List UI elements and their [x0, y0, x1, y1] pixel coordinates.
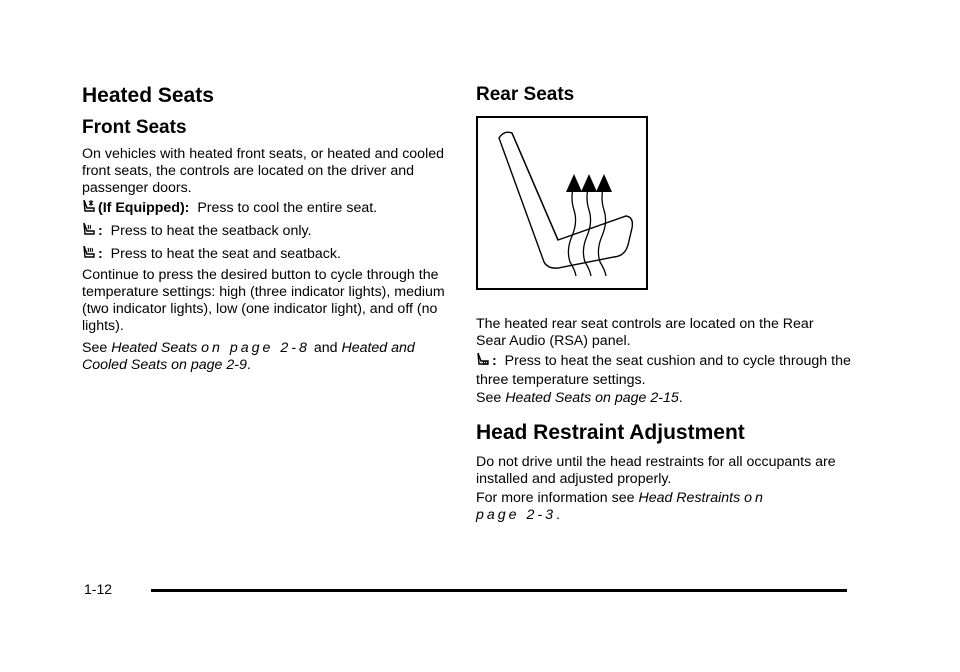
page-number: 1-12 — [84, 581, 113, 597]
heated-seat-text: Press to heat the seat and seatback. — [110, 246, 341, 262]
head-restraint-warning: Do not drive until the head restraints for all occupants are installed and adjusted properly. — [476, 454, 836, 487]
ref-heated-seats-page[interactable]: on page 2-8 — [201, 340, 310, 356]
section-title-heated-seats: Heated Seats — [82, 84, 214, 107]
heated-seatback-item — [82, 222, 311, 242]
front-seats-intro: On vehicles with heated front seats, or heated and cooled front seats, the controls are located on the driver and passenger doors. — [82, 146, 445, 196]
cooled-seat-label: (If Equipped): — [98, 200, 190, 216]
see-and: and — [313, 340, 338, 356]
rear-see-end: . — [678, 390, 683, 406]
ref-head-restraints[interactable]: Head Restraints — [638, 490, 741, 506]
heated-seat-item — [82, 245, 341, 265]
rear-heated-cushion-icon — [476, 352, 490, 372]
ref-head-restraints-page[interactable]: on page 2-3 — [476, 490, 766, 523]
more-end: . — [556, 507, 560, 523]
rear-heated-seat-figure — [476, 116, 648, 290]
section-title-rear-seats: Rear Seats — [476, 84, 575, 105]
section-title-head-restraint: Head Restraint Adjustment — [476, 421, 745, 444]
subsection-title-front-seats: Front Seats — [82, 117, 187, 138]
ref-heated-seats[interactable]: Heated Seats — [111, 340, 198, 356]
see-prefix: See — [82, 340, 108, 356]
footer-rule — [151, 589, 847, 592]
rear-see-prefix: See — [476, 390, 502, 406]
ref-heated-cooled-seats[interactable]: Heated and Cooled Seats on page 2-9 — [82, 340, 415, 373]
heated-seat-label: : — [98, 246, 103, 262]
rear-cushion-text: Press to heat the seat cushion and to cycle through the three temperature settings. — [476, 353, 851, 388]
heated-seatback-text: Press to heat the seatback only. — [110, 223, 312, 239]
heated-seatback-label: : — [98, 223, 103, 239]
head-restraint-cross-reference — [476, 490, 796, 524]
cooled-seat-text: Press to cool the entire seat. — [197, 200, 378, 216]
left-cross-reference — [82, 340, 442, 374]
more-prefix: For more information see — [476, 490, 635, 506]
heated-seatback-icon — [82, 222, 96, 242]
see-end: . — [246, 357, 251, 373]
rear-cushion-item — [476, 352, 854, 389]
ref-heated-seats-2-15[interactable]: Heated Seats on page 2-15 — [505, 390, 679, 406]
heated-seat-icon — [82, 245, 96, 265]
rear-cushion-label: : — [492, 353, 497, 369]
cycle-instructions: Continue to press the desired button to cycle through the temperature settings: high (three indicator lights), medium (two indicator lights), low (one indicator light), and off (no lights). — [82, 267, 445, 334]
heated-seat-diagram-icon — [478, 118, 646, 288]
cooled-seat-item — [82, 199, 377, 219]
rear-seats-description: The heated rear seat controls are located on the Rear Sear Audio (RSA) panel. — [476, 316, 814, 349]
cooled-seat-icon — [82, 199, 96, 219]
rear-cross-reference — [476, 390, 683, 407]
